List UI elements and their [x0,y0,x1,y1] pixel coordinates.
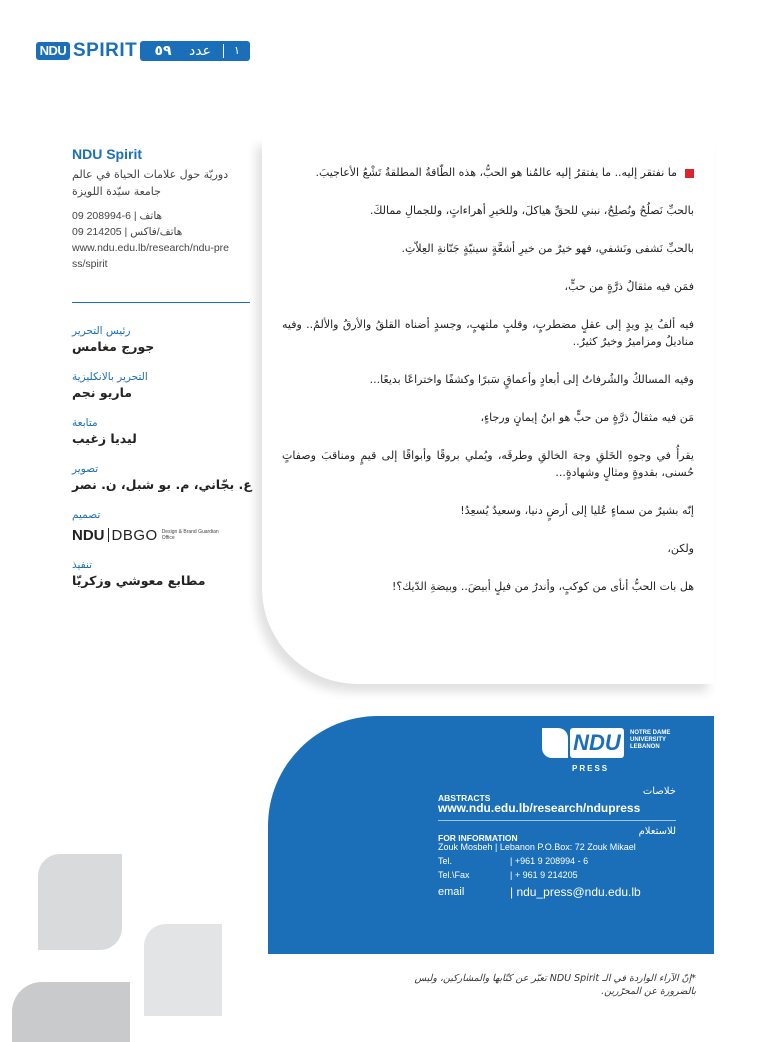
tel-row [438,854,676,868]
abstracts-header [438,786,676,803]
abstracts-label-ar: خلاصات [642,786,676,797]
tel-value: | +961 9 208994 - 6 [510,856,589,866]
article-paragraph: يقرأُ في وجوهِ الخَلقِ وجهَ الخالقِ وطرقَه، ويُملي بروقًا وأبواقًا إلى قيمٍ ومناقبَ وصفاتٍ حُسنى، بقدوةٍ ومثالٍ وشهادةٍ... [282,449,694,479]
issue-number: ٥٩ [154,43,172,59]
fax-value: | + 961 9 214205 [510,870,578,880]
credit-english-editor [72,370,252,402]
decorative-shape [12,982,130,1042]
fax-label: Tel.\Fax [438,870,470,880]
university-name: NOTRE DAME UNIVERSITY LEBANON [630,730,671,750]
page-number: ١ [234,45,240,57]
credit-follow-up [72,416,252,448]
info-header [438,826,676,843]
credit-name: ماريو نجم [72,385,133,400]
article-paragraph: إنّه بشيرٌ من سماءٍ عُليا إلى أرضٍ دنيا، وسعيدٌ يُسعِدُ! [460,504,694,517]
article-body [282,164,694,616]
website-link[interactable]: www.ndu.edu.lb/research/ndu-press/spirit [72,242,230,270]
tel-label: Tel. [438,856,453,866]
sidebar-divider [72,302,250,303]
article-paragraph: بالحبِّ نَصلُحُ ونُصلِحُ، نبني للحقِّ هياكلَ، وللخيرِ أهراءاتٍ، وللجمالِ ممالكَ. [369,204,694,217]
info-divider [438,820,676,821]
article-paragraph: مَن فيه مثقالُ ذرَّةٍ من حبٍّ هو ابنُ إيمانٍ ورجاءٍ، [480,411,694,424]
fax-row [438,868,676,882]
publication-description: دوريّة حول علامات الحياة في عالم جامعة سيّدة اللويزة [72,168,229,198]
decorative-shape [144,924,222,1016]
article-paragraph: بالحبِّ نَشفى ونَشفي، فهو خيرٌ من خيرِ أشعَّةٍ سينيّةٍ جَنّانةِ العِلاّتِ. [401,242,694,255]
credit-role: التحرير بالانكليزية [72,371,148,383]
bullet-icon [685,169,694,178]
email-row [438,884,676,900]
email-label: email [438,886,465,898]
credit-name: جورج مغامس [72,339,155,354]
address-line: Zouk Mosbeh | Lebanon P.O.Box: 72 Zouk Mikael [438,842,636,852]
credit-role: تصوير [72,463,99,475]
credits-list [72,324,252,604]
abstracts-link[interactable]: www.ndu.edu.lb/research/ndupress [438,801,641,815]
credit-photography [72,462,252,494]
issue-divider [223,44,224,58]
article-paragraph: ولكن، [667,542,694,555]
abstracts-label-en: ABSTRACTS [438,793,491,803]
info-label-en: FOR INFORMATION [438,833,518,843]
credit-design [72,508,252,544]
contact-block [72,208,234,272]
issue-badge [140,41,250,61]
disclaimer-footnote: *إنّ الآراء الواردة في الـ NDU Spirit تعبّر عن كتّابها والمشاركين، وليس بالضرورة عن المحرّرين. [414,973,696,997]
dbgo-wordmark: DBGO [111,526,158,544]
header [36,40,252,62]
credit-printing [72,558,252,590]
press-info [438,786,676,900]
dbgo-ndu: NDU [72,526,105,544]
credit-role: رئيس التحرير [72,325,131,337]
credit-role: تصميم [72,509,101,521]
credit-name: ليديا زغيب [72,431,137,446]
spirit-logo: SPIRIT [73,40,138,61]
article-paragraph: فمَن فيه مثقالُ ذرَّةٍ من حبٍّ، [564,280,694,293]
credit-name: مطابع معوشي وزكريّا [72,573,206,588]
ndu-logo: NDU [36,42,70,60]
dbgo-separator [108,528,109,542]
press-label: PRESS [572,764,610,773]
paragraph-text: ما نفتقر إليه.. ما يفتقرُ إليه عالمُنا هو الحبُّ، هذه الطّاقةُ المطلقةُ تَشْعُ الأعاجيبَ. [315,166,677,179]
dbgo-subtitle: Design & Brand Guardian Office [161,529,219,541]
ndu-wordmark: NDU [570,728,624,758]
publication-title: NDU Spirit [72,146,142,162]
info-label-ar: للاستعلام [638,826,676,837]
article-paragraph: هل بات الحبُّ أنأى من كوكبٍ، وأندرُ من فيلٍ أبيضَ.. وبيضةِ الدّيك؟! [391,580,694,593]
ndu-press-logo [542,726,682,772]
article-paragraph [282,164,694,181]
credit-role: متابعة [72,417,98,429]
phone-line: 09 208994-6 | هاتف [72,210,163,222]
publication-info [72,146,252,272]
article-paragraph: فيه ألفُ يدٍ ويدٍ إلى عقلٍ مضطربٍ، وقلبٍ ملتهبٍ، وجسدٍ أضناه القلقُ والأرقُ والألمُ.. وفيه مناديلُ ومزاميرُ وخيرٌ كثيرٌ.. [282,318,694,348]
credit-role: تنفيذ [72,559,93,571]
dbgo-logo [72,526,252,544]
decorative-shape [38,854,122,950]
article-paragraph: وفيه المسالكُ والشُرفاتُ إلى أبعادٍ وأعماقٍ سَبرًا وكشفًا واختراعًا بديعًا... [369,373,694,386]
credit-name: ع. بجّاني، م. بو شبل، ن. نصر [72,477,252,492]
flag-icon [542,728,568,758]
fax-line: 09 214205 | هاتف/فاكس [72,226,183,238]
credit-editor-in-chief [72,324,252,356]
issue-label: عدد [189,43,211,59]
email-link[interactable]: | ndu_press@ndu.edu.lb [510,885,641,899]
